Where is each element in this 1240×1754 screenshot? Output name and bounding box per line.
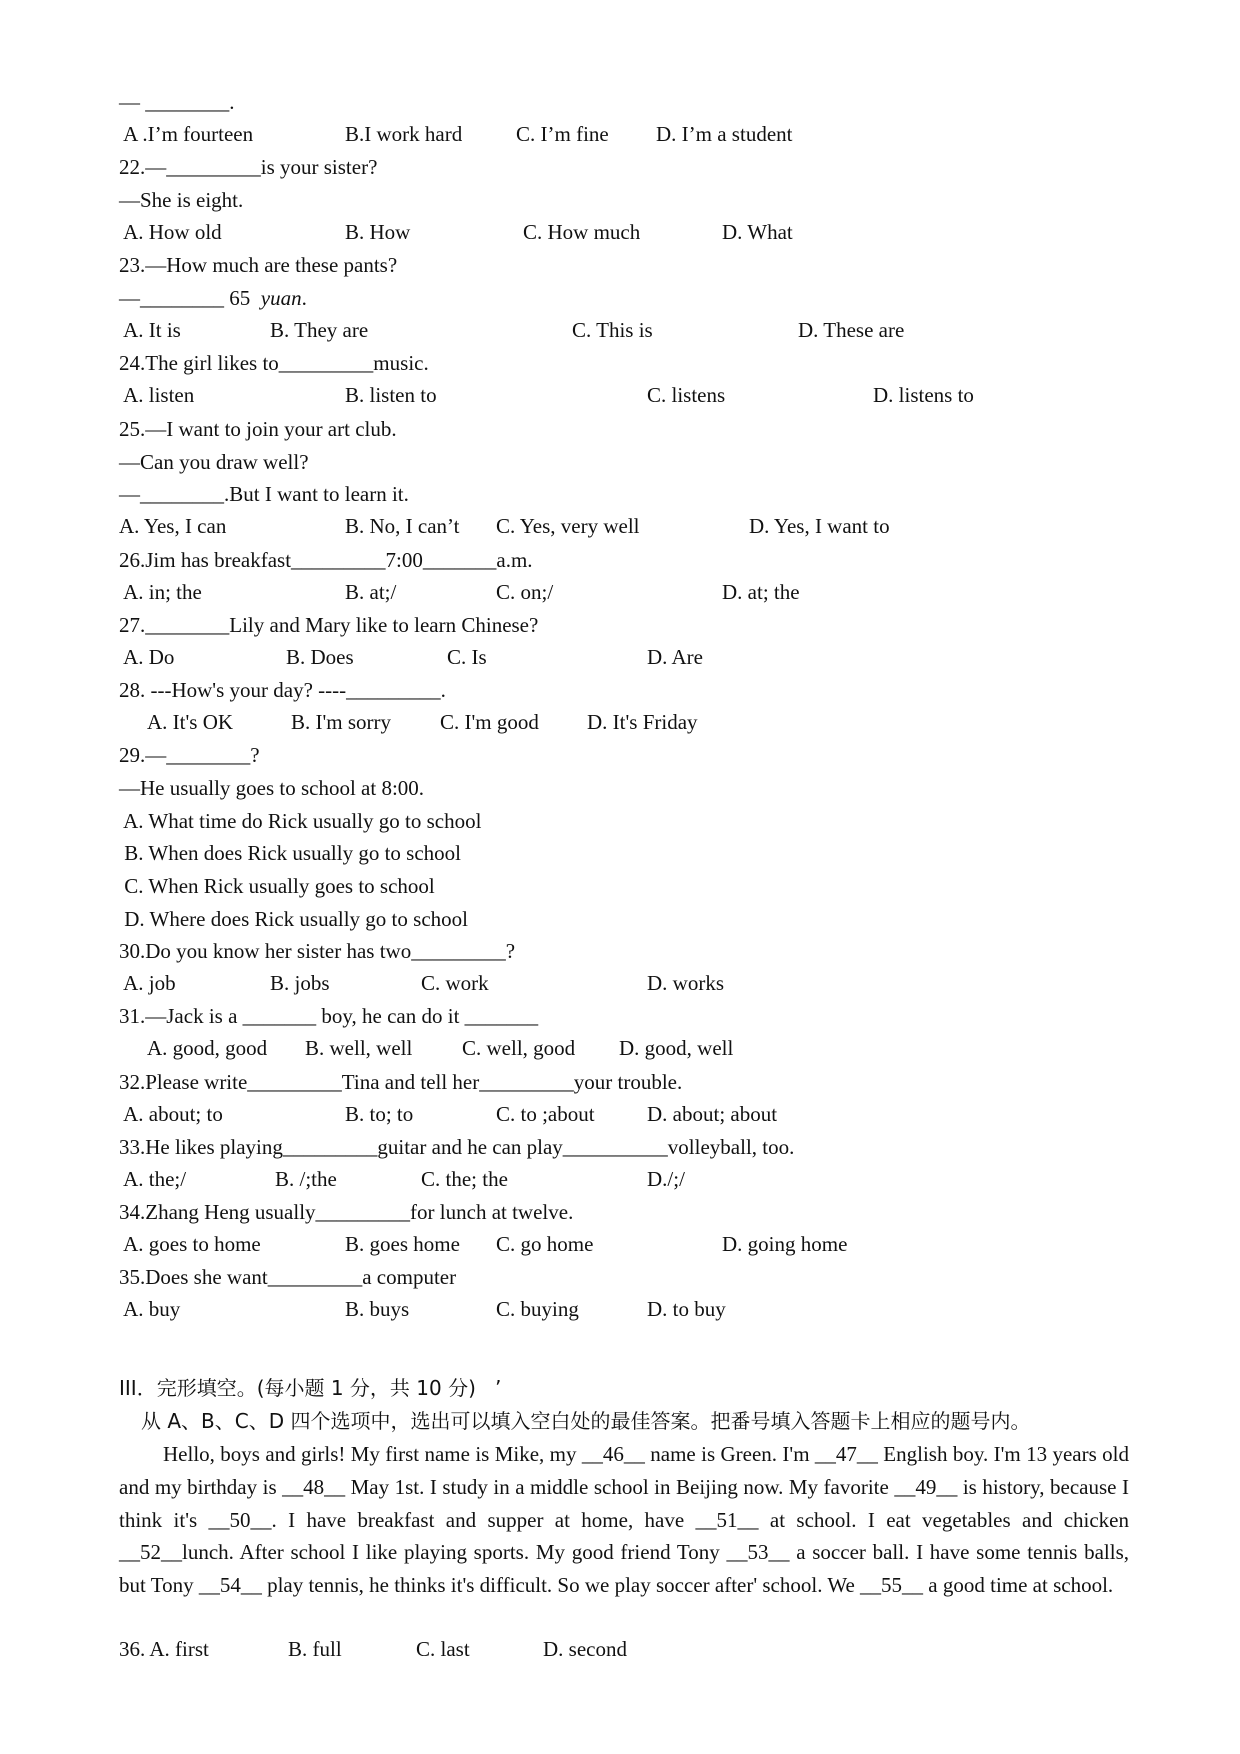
- option-c: C. Is: [447, 645, 487, 669]
- option-a: A. It's OK: [147, 710, 234, 734]
- option-d: D. It's Friday: [587, 710, 698, 734]
- option-d: D. second: [543, 1637, 627, 1661]
- q28-stem: 28. ---How's your day? ----_________.: [119, 678, 446, 702]
- option-c: C. work: [421, 971, 489, 995]
- option-d: D. to buy: [647, 1297, 726, 1321]
- section-3-instruction: 从 A、B、C、D 四个选项中，选出可以填入空白处的最佳答案。把番号填入答题卡上相应的题号内。: [141, 1409, 1031, 1433]
- option-a: A .I’m fourteen: [119, 122, 254, 146]
- cloze-passage-text: Hello, boys and girls! My first name is Mike, my __46__ name is Green. I'm __47__ English boy. I'm 13 years old and my birthday is __48__ May 1st. I study in a middle school in Beijing now. My favorite __49__ is history, because I think it's __50__. I have breakfast and supper at home, have __51__ at school. I eat vegetables and chicken __52__lunch. After school I like playing sports. My good friend Tony __53__ a soccer ball. I have some tennis balls, but Tony __54__ play tennis, he thinks it's difficult. So we play soccer after' school. We __55__ a good time at school.: [119, 1442, 1129, 1598]
- q25-reply-2: —________.But I want to learn it.: [119, 482, 409, 506]
- q23-yuan: yuan: [260, 286, 302, 310]
- option-d: D. Are: [647, 645, 703, 669]
- option-b: B. goes home: [345, 1232, 460, 1256]
- option-c: C. on;/: [496, 580, 554, 604]
- q35-stem: 35.Does she want_________a computer: [119, 1265, 457, 1289]
- q22-reply: —She is eight.: [119, 188, 244, 212]
- option-c: C. to ;about: [496, 1102, 595, 1126]
- option-d: D. about; about: [647, 1102, 778, 1126]
- option-c: C. This is: [572, 318, 653, 342]
- option-b: B. to; to: [345, 1102, 414, 1126]
- q33-stem: 33.He likes playing_________guitar and he can play__________volleyball, too.: [119, 1135, 795, 1159]
- option-a: A. listen: [119, 383, 195, 407]
- option-a: A. How old: [119, 220, 222, 244]
- option-a: A. It is: [119, 318, 181, 342]
- cloze-passage: [119, 1438, 1129, 1602]
- option-a: A. Do: [119, 645, 175, 669]
- option-b: B. well, well: [305, 1036, 413, 1060]
- option-c: C. listens: [647, 383, 726, 407]
- q27-stem: 27.________Lily and Mary like to learn Chinese?: [119, 613, 539, 637]
- q31-stem: 31.—Jack is a _______ boy, he can do it _______: [119, 1004, 539, 1028]
- q25-reply-1: —Can you draw well?: [119, 450, 309, 474]
- q29-option-d: D. Where does Rick usually go to school: [119, 907, 468, 931]
- option-a: A. buy: [119, 1297, 181, 1321]
- option-c: C. the; the: [421, 1167, 508, 1191]
- option-c: C. Yes, very well: [496, 514, 640, 538]
- option-b: B.I work hard: [345, 122, 463, 146]
- q34-stem: 34.Zhang Heng usually_________for lunch at twelve.: [119, 1200, 574, 1224]
- option-a: A. about; to: [119, 1102, 223, 1126]
- q29-option-b: B. When does Rick usually go to school: [119, 841, 461, 865]
- option-b: B. /;the: [275, 1167, 337, 1191]
- option-d: D. going home: [722, 1232, 848, 1256]
- option-c: C. I’m fine: [516, 122, 609, 146]
- section-3-heading: III．完形填空。(每小题 1 分，共 10 分) ’: [119, 1376, 502, 1400]
- option-b: B. They are: [270, 318, 369, 342]
- q29-option-c: C. When Rick usually goes to school: [119, 874, 435, 898]
- option-a: A. the;/: [119, 1167, 187, 1191]
- option-d: D. What: [722, 220, 793, 244]
- option-d: D. These are: [798, 318, 905, 342]
- option-a: 36. A. first: [119, 1637, 209, 1661]
- option-a: A. Yes, I can: [119, 514, 227, 538]
- option-d: D. at; the: [722, 580, 800, 604]
- option-b: B. listen to: [345, 383, 437, 407]
- option-b: B. No, I can’t: [345, 514, 460, 538]
- option-c: C. buying: [496, 1297, 579, 1321]
- q23-period: .: [301, 286, 307, 310]
- option-c: C. well, good: [462, 1036, 576, 1060]
- option-d: D. listens to: [873, 383, 974, 407]
- q24-stem: 24.The girl likes to_________music.: [119, 351, 429, 375]
- option-b: B. Does: [286, 645, 354, 669]
- q26-stem: 26.Jim has breakfast_________7:00_______a.m.: [119, 548, 533, 572]
- option-b: B. full: [288, 1637, 342, 1661]
- option-a: A. in; the: [119, 580, 202, 604]
- q29-reply: —He usually goes to school at 8:00.: [119, 776, 425, 800]
- q30-stem: 30.Do you know her sister has two_________?: [119, 939, 516, 963]
- option-b: B. buys: [345, 1297, 410, 1321]
- option-c: C. How much: [523, 220, 641, 244]
- option-b: B. jobs: [270, 971, 330, 995]
- option-a: A. job: [119, 971, 176, 995]
- q23-stem: 23.—How much are these pants?: [119, 253, 398, 277]
- q25-stem: 25.—I want to join your art club.: [119, 417, 397, 441]
- q32-stem: 32.Please write_________Tina and tell her_________your trouble.: [119, 1070, 683, 1094]
- q29-option-a: A. What time do Rick usually go to school: [119, 809, 482, 833]
- option-b: B. at;/: [345, 580, 397, 604]
- option-d: D. works: [647, 971, 724, 995]
- q23-reply: [119, 285, 307, 311]
- q21-answer-blank: — ________.: [119, 90, 235, 114]
- option-d: D./;/: [647, 1167, 685, 1191]
- option-d: D. I’m a student: [656, 122, 793, 146]
- option-d: D. Yes, I want to: [749, 514, 890, 538]
- option-a: A. goes to home: [119, 1232, 261, 1256]
- q22-stem: 22.—_________is your sister?: [119, 155, 378, 179]
- option-c: C. last: [416, 1637, 470, 1661]
- q23-reply-text: —________ 65: [119, 286, 261, 310]
- option-d: D. good, well: [619, 1036, 734, 1060]
- option-a: A. good, good: [147, 1036, 268, 1060]
- option-b: B. I'm sorry: [291, 710, 392, 734]
- q29-stem: 29.—________?: [119, 743, 260, 767]
- option-b: B. How: [345, 220, 411, 244]
- option-c: C. go home: [496, 1232, 594, 1256]
- option-c: C. I'm good: [440, 710, 539, 734]
